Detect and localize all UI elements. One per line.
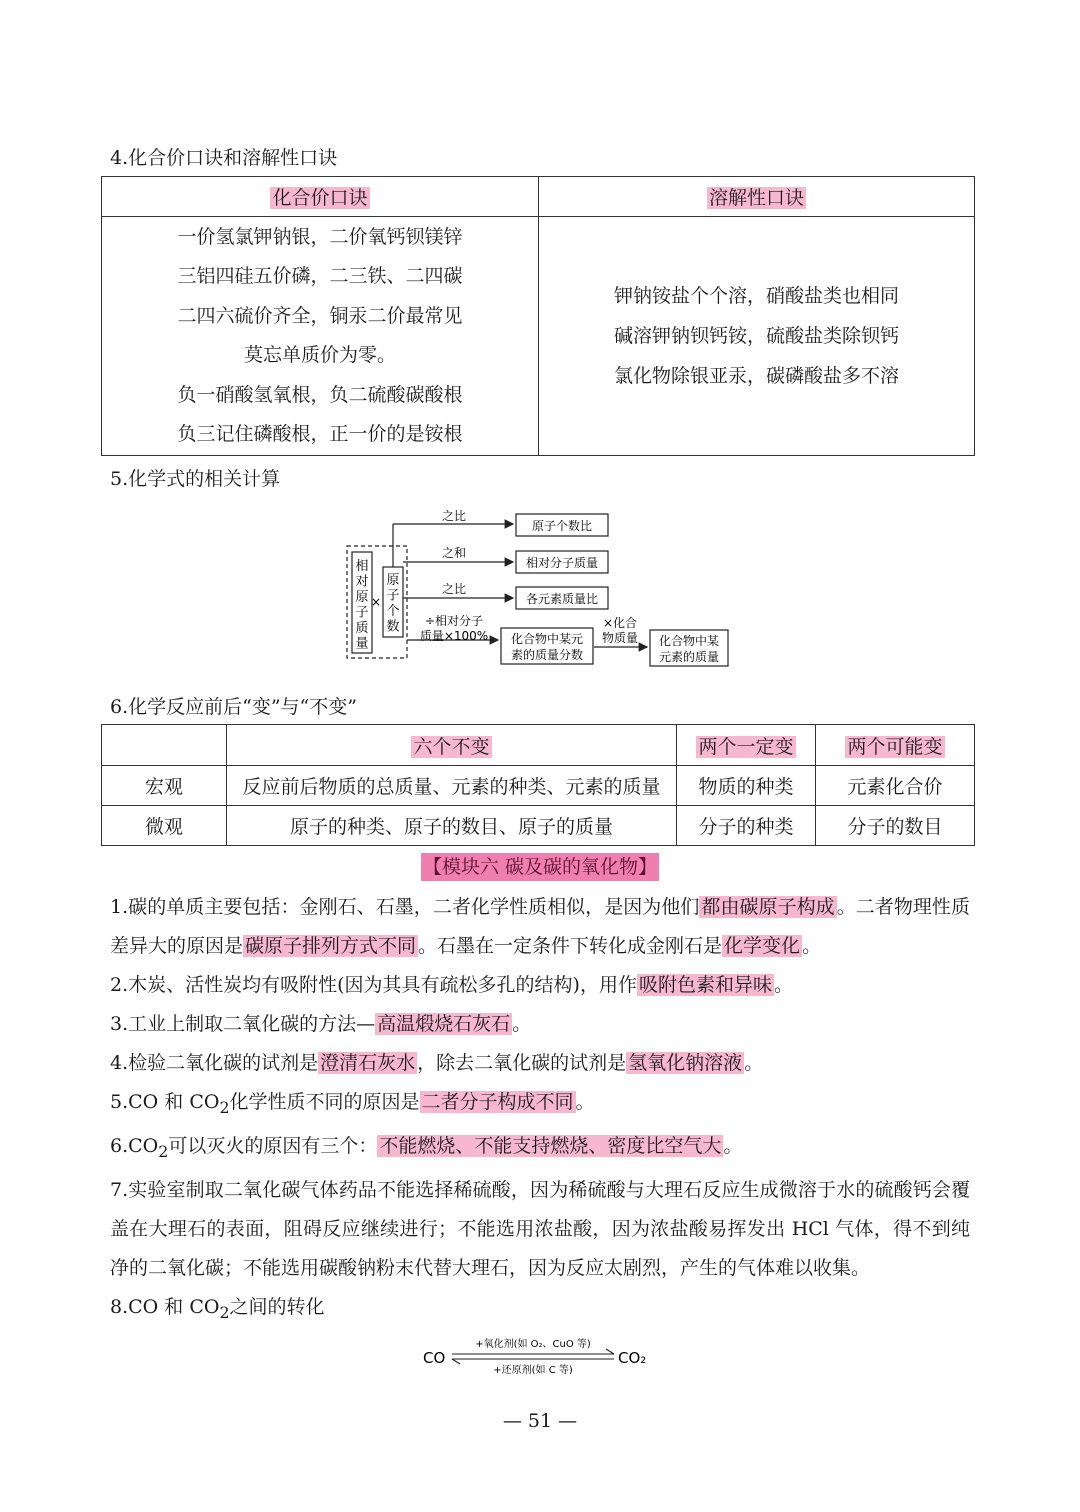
highlight: 碳原子排列方式不同: [245, 935, 417, 957]
element-mass-ratio-label: 各元素质量比: [525, 592, 599, 606]
valence-solubility-table: [101, 176, 975, 456]
edge-divide-label: ÷相对分子: [424, 614, 484, 628]
edge-ratio2-label: 之比: [441, 582, 467, 596]
valence-line: 一价氢氯钾钠银，二价氧钙钡镁锌: [177, 225, 463, 248]
vertical-char: 质: [355, 621, 369, 636]
section-5-title: 5.化学式的相关计算: [110, 468, 281, 490]
solubility-rhyme-cell: [539, 217, 975, 456]
valence-line: 莫忘单质价为零。: [243, 344, 396, 366]
element-mass-label-2: 元素的质量: [658, 650, 720, 664]
note-8: 8.CO 和 $CO_2$之间的转化: [110, 1295, 325, 1322]
atom-ratio-label: 原子个数比: [531, 519, 593, 533]
edge-ratio-label: 之比: [441, 509, 467, 523]
highlight: 氢氧化钠溶液: [628, 1052, 743, 1074]
change-invariance-table: [101, 724, 975, 846]
section-6-title: 6.化学反应前后“变”与“不变”: [110, 696, 357, 718]
note-6: $6.CO_2$可以灭火的原因有三个： 不能燃烧、不能支持燃烧、密度比空气大 。: [110, 1134, 743, 1161]
valence-line: 三铝四硅五价磷，二三铁、二四碳: [177, 265, 463, 287]
macro-may-change: 元素化合价: [816, 766, 975, 806]
highlight: 吸附色素和异味: [638, 974, 772, 996]
valence-line: 二四六硫价齐全，铜汞二价最常见: [177, 304, 463, 327]
solubility-line: 碱溶钾钠钡钙铵，硫酸盐类除钡钙: [613, 325, 899, 347]
solubility-header-cell: [539, 177, 975, 217]
corner-cell: [102, 725, 227, 766]
module-heading: 【模块六 碳及碳的氧化物】: [421, 853, 659, 881]
note-5: 5.CO 和 $CO_2$化学性质不同的原因是 二者分子构成不同 。: [110, 1091, 595, 1117]
solubility-header: 溶解性口诀: [708, 187, 804, 209]
atom-count-text: [386, 573, 399, 635]
vertical-char: 数: [386, 619, 400, 635]
note-7: 7.实验室制取二氧化碳气体药品不能选择稀硫酸，因为稀硫酸与大理石反应生成微溶于水的硫酸钙会覆盖在大理石的表面，阻碍反应继续进行；不能选用浓盐酸，因为浓盐酸易挥发出 HCl 气体，得不到纯净的二氧化碳；不能选用碳酸钠粉末代替大理石，因为反应太剧烈，产生的气体难以收集。: [110, 1178, 970, 1279]
edge-mass-label: 物质量: [601, 631, 639, 645]
micro-may-change: 分子的数目: [816, 806, 975, 846]
macro-must-change: 物质的种类: [677, 766, 816, 806]
six-invariants-header: 六个不变: [413, 735, 490, 758]
edge-multiply-label: ×化合: [602, 616, 638, 630]
co-label: CO: [423, 1349, 446, 1367]
co-co2-conversion-equation: [420, 1332, 660, 1382]
valence-line: 负一硝酸氢氧根，负二硫酸碳酸根: [177, 383, 463, 406]
highlight: 高温煅烧石灰石: [377, 1013, 511, 1035]
micro-invariants: 原子的种类、原子的数目、原子的质量: [227, 806, 677, 846]
mass-fraction-label-2: 素的质量分数: [510, 648, 584, 662]
vertical-char: 原: [386, 573, 400, 588]
vertical-char: 对: [355, 574, 369, 590]
six-invariants-header-cell: [227, 725, 677, 766]
two-may-change-header: 两个可能变: [847, 735, 943, 758]
note-4: 4.检验二氧化碳的试剂是 澄清石灰水 ，除去二氧化碳的试剂是 氢氧化钠溶液 。: [110, 1052, 764, 1074]
two-must-change-header: 两个一定变: [698, 735, 794, 758]
two-must-change-header-cell: [677, 725, 816, 766]
row-label-macro: 宏观: [102, 766, 227, 806]
vertical-char: 量: [355, 636, 369, 652]
highlight: 都由碳原子构成: [701, 896, 835, 918]
two-may-change-header-cell: [816, 725, 975, 766]
valence-header-cell: [102, 177, 539, 217]
co2-label: CO₂: [618, 1349, 647, 1367]
vertical-char: 个: [386, 604, 400, 619]
molecular-mass-label: 相对分子质量: [525, 556, 599, 570]
note-3: 3.工业上制取二氧化碳的方法— 高温煅烧石灰石 。: [110, 1013, 532, 1035]
note-1: 1.碳的单质主要包括：金刚石、石墨，二者化学性质相似，是因为他们 都由碳原子构成 。二者物理性质差异大的原因是 碳原子排列方式不同 。石墨在一定条件下转化成金刚石是 化学变化 。: [110, 896, 970, 957]
solubility-line: 钾钠铵盐个个溶，硝酸盐类也相同: [613, 285, 899, 307]
solubility-line: 氯化物除银亚汞，碳磷酸盐多不溶: [613, 365, 899, 387]
mass-fraction-label-1: 化合物中某元: [510, 632, 584, 646]
page-number: — 51 —: [502, 1410, 578, 1432]
times-sign: ×: [370, 595, 382, 609]
edge-percent-label: 质量×100%: [419, 629, 489, 643]
vertical-char: 子: [355, 605, 369, 621]
macro-invariants: 反应前后物质的总质量、元素的种类、元素的质量: [227, 766, 677, 806]
edge-sum-label: 之和: [441, 546, 467, 560]
vertical-char: 相: [355, 559, 369, 574]
micro-must-change: 分子的种类: [677, 806, 816, 846]
highlight: 不能燃烧、不能支持燃烧、密度比空气大: [379, 1134, 722, 1157]
valence-line: 负三记住磷酸根，正一价的是铵根: [177, 423, 463, 445]
reductant-condition: +还原剂(如 C 等): [493, 1365, 573, 1376]
row-label-micro: 微观: [102, 806, 227, 846]
highlight: 澄清石灰水: [320, 1052, 416, 1074]
section-4-title: 4.化合价口诀和溶解性口诀: [110, 147, 338, 169]
valence-rhyme-cell: [102, 217, 539, 456]
valence-header: 化合价口诀: [272, 187, 368, 209]
note-2: 2.木炭、活性炭均有吸附性(因为其具有疏松多孔的结构)，用作 吸附色素和异味 。: [110, 974, 793, 996]
carbon-notes: [110, 888, 970, 1331]
formula-calculation-diagram: [340, 500, 740, 675]
oxidant-condition: +氧化剂(如 O₂、CuO 等): [475, 1339, 591, 1350]
atomic-mass-text: [355, 558, 368, 652]
highlight: 化学变化: [724, 935, 801, 957]
element-mass-label-1: 化合物中某: [658, 634, 720, 648]
highlight: 二者分子构成不同: [421, 1091, 574, 1113]
vertical-char: 子: [386, 588, 400, 604]
module-heading-wrap: [0, 852, 1080, 879]
vertical-char: 原: [355, 590, 369, 605]
